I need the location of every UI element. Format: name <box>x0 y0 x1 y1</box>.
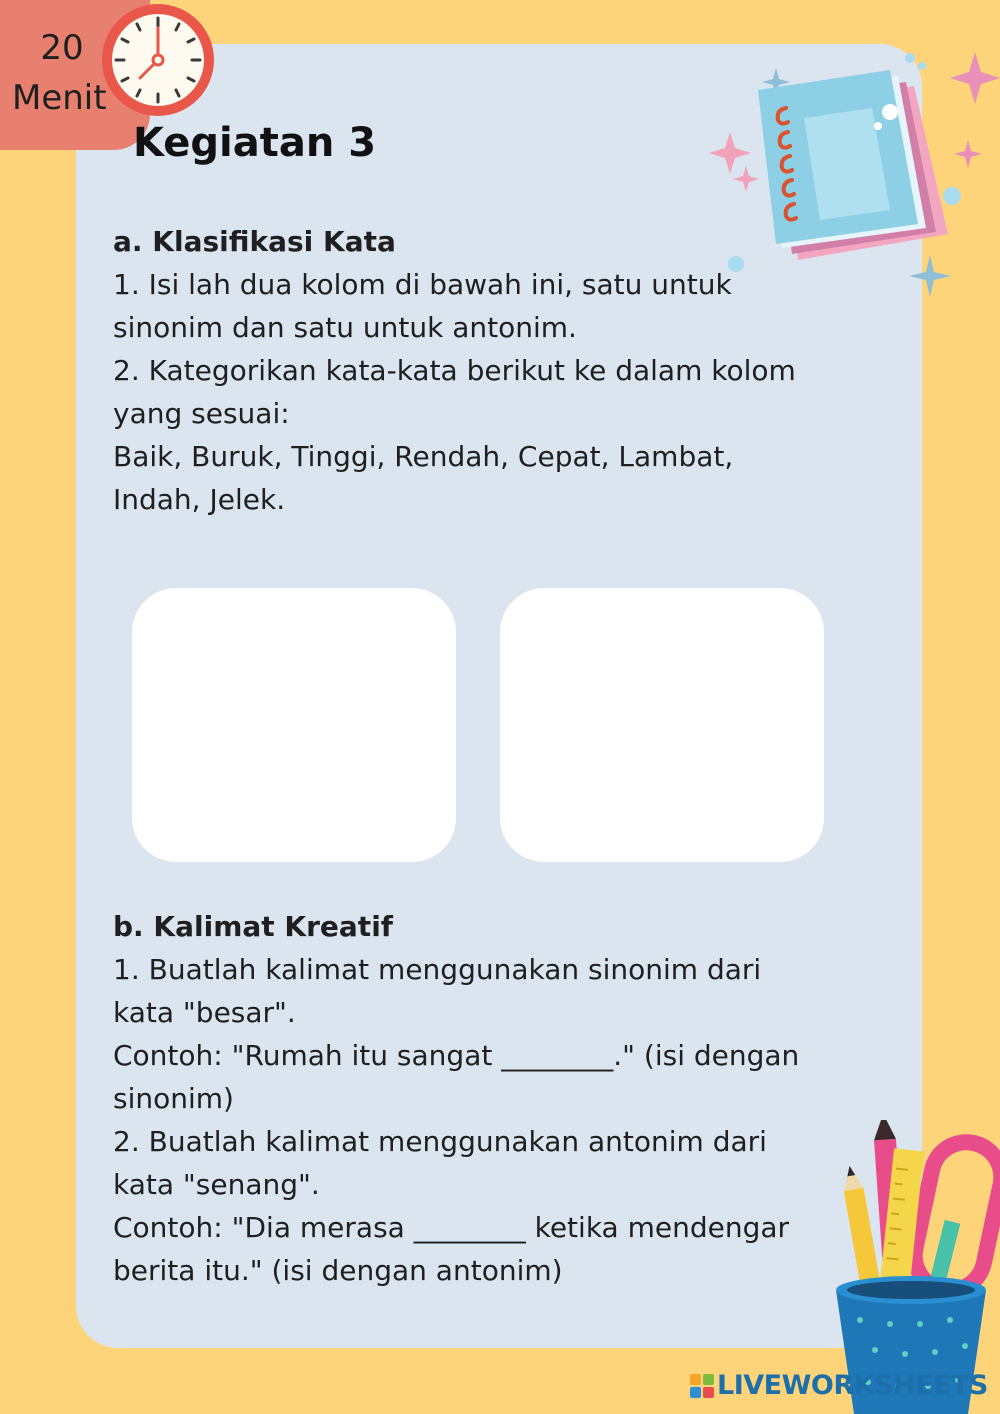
liveworksheets-brand: LIVEWORKSHEETS <box>717 1370 988 1401</box>
section-b-line: Contoh: "Dia merasa ________ ketika mendengar <box>113 1211 790 1244</box>
answer-box-antonim[interactable] <box>500 588 824 862</box>
timer-unit: Menit <box>12 78 107 118</box>
liveworksheets-logo[interactable] <box>690 1370 988 1401</box>
section-b <box>113 905 823 1292</box>
section-b-line: kata "senang". <box>113 1168 320 1201</box>
section-a-line: Baik, Buruk, Tinggi, Rendah, Cepat, Lambat, <box>113 440 734 473</box>
section-b-line: 1. Buatlah kalimat menggunakan sinonim dari <box>113 953 762 986</box>
section-b-line: kata "besar". <box>113 996 296 1029</box>
section-a-line: Indah, Jelek. <box>113 483 286 516</box>
section-a-line: yang sesuai: <box>113 397 290 430</box>
clock-icon <box>100 0 224 124</box>
section-a-line: sinonim dan satu untuk antonim. <box>113 311 577 344</box>
section-b-line: Contoh: "Rumah itu sangat ________." (isi dengan <box>113 1039 800 1072</box>
section-a-line: 1. Isi lah dua kolom di bawah ini, satu untuk <box>113 268 732 301</box>
section-a <box>113 220 823 521</box>
section-b-heading: b. Kalimat Kreatif <box>113 910 393 943</box>
section-b-line: 2. Buatlah kalimat menggunakan antonim dari <box>113 1125 767 1158</box>
liveworksheets-logo-icon <box>690 1374 714 1398</box>
section-b-line: berita itu." (isi dengan antonim) <box>113 1254 563 1287</box>
section-a-line: 2. Kategorikan kata-kata berikut ke dalam kolom <box>113 354 796 387</box>
section-b-line: sinonim) <box>113 1082 234 1115</box>
timer-number: 20 <box>40 28 84 68</box>
section-a-heading: a. Klasifikasi Kata <box>113 225 396 258</box>
answer-box-sinonim[interactable] <box>132 588 456 862</box>
page-title: Kegiatan 3 <box>133 120 377 166</box>
